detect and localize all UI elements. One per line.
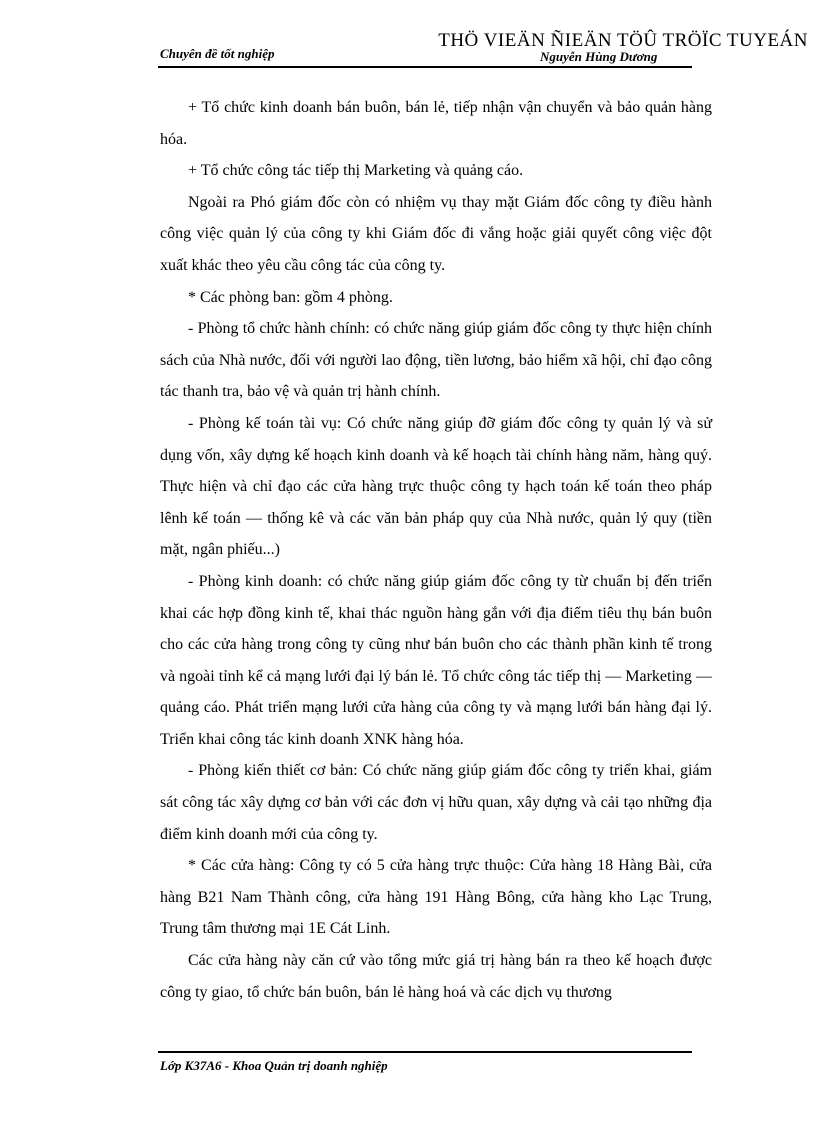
paragraph: + Tổ chức kinh doanh bán buôn, bán lẻ, tiếp nhận vận chuyển và bảo quản hàng hóa.	[160, 99, 712, 148]
header-watermark: THÖ VIEÄN ÑIEÄN TÖÛ TRÖÏC TUYEÁN	[438, 30, 808, 51]
paragraph: * Các phòng ban: gồm 4 phòng.	[188, 288, 393, 306]
paragraph: Ngoài ra Phó giám đốc còn có nhiệm vụ thay mặt Giám đốc công ty điều hành công việc quản lý của công ty khi Giám đốc đi vắng hoặc giải quyết công việc đột xuất khác theo yêu cầu công tác của công ty.	[160, 193, 712, 274]
paragraph: - Phòng tổ chức hành chính: có chức năng giúp giám đốc công ty thực hiện chính sách của Nhà nước, đối với người lao động, tiền lương, bảo hiểm xã hội, chỉ đạo công tác thanh tra, bảo vệ và quản trị hành chính.	[160, 320, 712, 401]
footer-text: Lớp K37A6 - Khoa Quản trị doanh nghiệp	[160, 1058, 388, 1073]
paragraph: * Các cửa hàng: Công ty có 5 cửa hàng trực thuộc: Cửa hàng 18 Hàng Bài, cửa hàng B21 Nam Thành công, cửa hàng 191 Hàng Bông, cửa hàng kho Lạc Trung, Trung tâm thương mại 1E Cát Linh.	[160, 857, 712, 938]
paragraph: - Phòng kế toán tài vụ: Có chức năng giúp đỡ giám đốc công ty quản lý và sử dụng vốn, xây dựng kế hoạch kinh doanh và kế hoạch tài chính hàng năm, hàng quý. Thực hiện và chỉ đạo các cửa hàng trực thuộc công ty hạch toán kế toán theo pháp lênh kế toán — thống kê và các văn bản pháp quy của Nhà nước, quản lý quy (tiền mặt, ngân phiếu...)	[160, 414, 712, 559]
paragraph: - Phòng kiến thiết cơ bản: Có chức năng giúp giám đốc công ty triển khai, giám sát công tác xây dựng cơ bản với các đơn vị hữu quan, xây dựng và cải tạo những địa điểm kinh doanh mới của công ty.	[160, 762, 712, 843]
paragraph: + Tổ chức công tác tiếp thị Marketing và quảng cáo.	[188, 162, 524, 180]
paragraph: - Phòng kinh doanh: có chức năng giúp giám đốc công ty từ chuẩn bị đến triển khai các hợp đồng kinh tế, khai thác nguồn hàng gắn với địa điểm tiêu thụ bán buôn cho các cửa hàng trong công ty cũng như bán buôn cho các thành phần kinh tế trong và ngoài tỉnh kể cả mạng lưới đại lý bán lẻ. Tổ chức công tác tiếp thị — Marketing — quảng cáo. Phát triển mạng lưới cửa hàng của công ty và mạng lưới bán hàng đại lý. Triển khai công tác kinh doanh XNK hàng hóa.	[160, 572, 712, 748]
page-body	[160, 92, 712, 1008]
header-rule	[158, 66, 692, 68]
header-title: Chuyên đề tốt nghiệp	[160, 46, 275, 61]
header-author: Nguyễn Hùng Dương	[540, 49, 658, 64]
footer-rule	[158, 1051, 692, 1053]
paragraph: Các cửa hàng này căn cứ vào tổng mức giá trị hàng bán ra theo kế hoạch được công ty giao, tổ chức bán buôn, bán lẻ hàng hoá và các dịch vụ thương	[160, 952, 712, 1001]
